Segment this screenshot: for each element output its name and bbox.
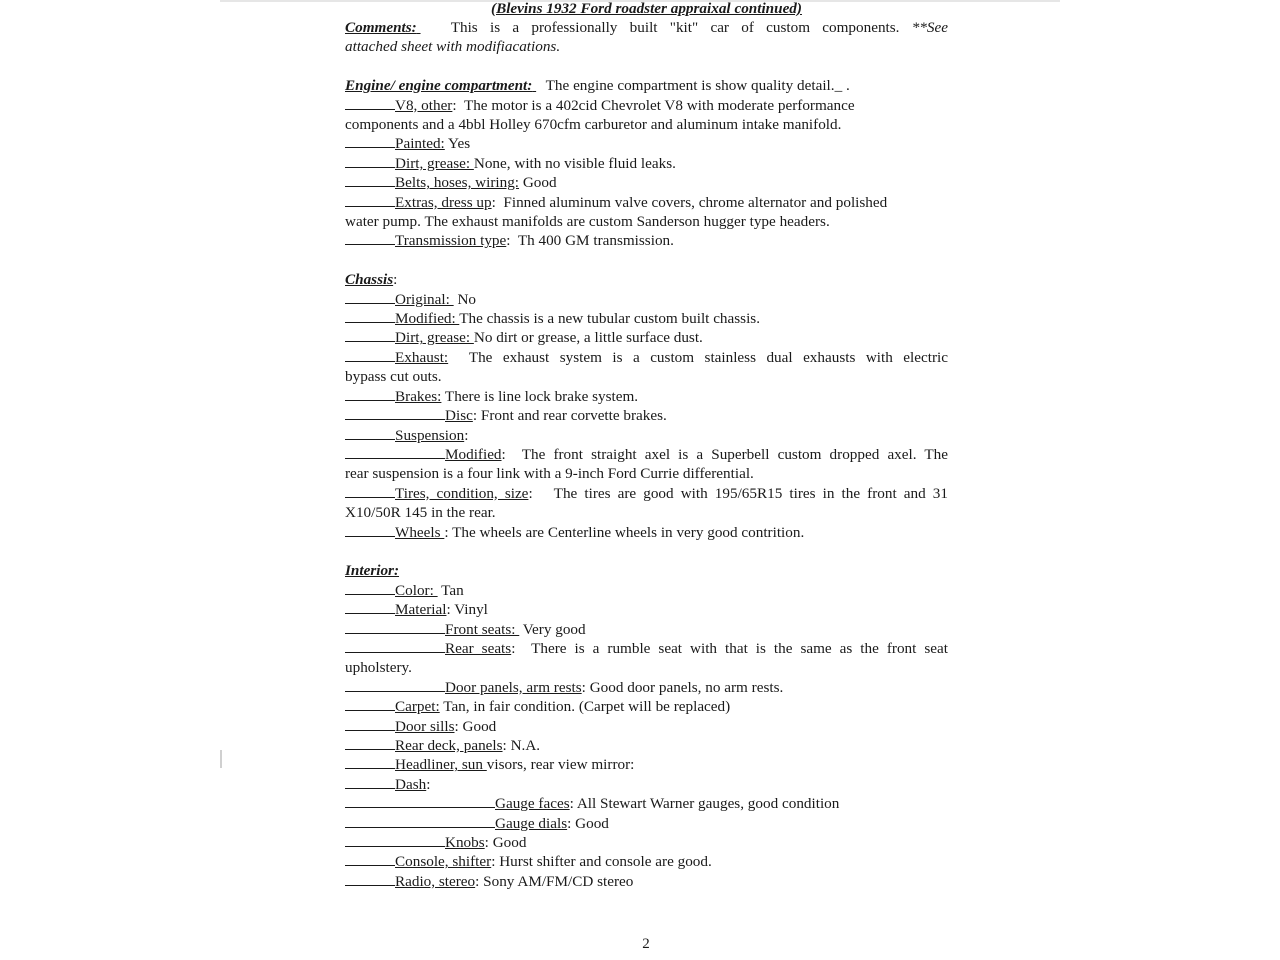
interior-item-door-sills: Door sills: Good [345,717,948,736]
chassis-item-label: Original: [395,290,454,308]
engine-heading: Engine/ engine compartment: [345,77,533,95]
chassis-item-text: The chassis is a new tubular custom built chassis. [459,310,761,328]
interior-item-dash: Dash: [345,775,948,794]
engine-item-belts [345,173,948,192]
interior-item-text: Hurst shifter and console are good. [495,853,712,871]
chassis-heading: Chassis [345,271,394,289]
interior-item-label: Console, shifter [395,853,492,871]
interior-item-label: Gauge dials [495,814,568,832]
comments-see-note: **See [911,19,948,36]
scan-margin-mark [220,750,222,768]
interior-item-gauge-dials: Gauge dials: Good [345,814,948,833]
chassis-heading-line: Chassis: [345,271,398,289]
chassis-item-label: Brakes: [395,387,442,405]
interior-item-label: Rear seats [445,639,512,657]
interior-item-console: Console, shifter: Hurst shifter and console are good. [345,852,948,871]
interior-item-gauge-faces: Gauge faces: All Stewart Warner gauges, good condition [345,794,948,813]
chassis-item-label: Wheels [395,523,445,541]
chassis-item-text: No dirt or grease, a little surface dust. [473,329,703,347]
interior-item-label: Material [395,601,447,619]
chassis-item-modified-susp: Modified: The front straight axel is a Superbell custom dropped axel. The [345,445,948,464]
chassis-item-exhaust [345,348,948,367]
engine-item-transmission: Transmission type: Th 400 GM transmission. [345,231,948,250]
interior-item-text: Sony AM/FM/CD stereo [479,872,634,890]
chassis-item-wheels: Wheels : The wheels are Centerline wheels in very good contrition. [345,523,948,542]
comments-heading: Comments: [345,19,417,36]
engine-item-label: Extras, dress up [395,193,492,211]
chassis-item-label: Exhaust: [395,348,449,366]
page-title: (Blevins 1932 Ford roadster appraixal continued) [491,0,802,17]
interior-item-text: Good [488,834,527,852]
chassis-item-label: Suspension [395,426,465,444]
interior-item-label: Knobs [445,834,485,852]
chassis-item-disc: Disc: Front and rear corvette brakes. [345,406,948,425]
chassis-item-label: Tires, condition, size [395,484,529,502]
chassis-item-text: The tires are good with 195/65R15 tires in the front and 31 [553,484,948,502]
interior-item-text: Tan [437,581,464,599]
interior-item-label: Gauge faces [495,795,570,813]
interior-item-color [345,581,948,600]
interior-item-radio: Radio, stereo: Sony AM/FM/CD stereo [345,872,948,891]
engine-item-label: Painted: [395,135,445,153]
chassis-item-modified-cont: rear suspension is a four link with a 9-inch Ford Currie differential. [345,465,754,483]
page-number: 2 [642,936,650,952]
interior-item-material: Material: Vinyl [345,600,948,619]
comments-see-note-cont: attached sheet with modifiacations. [345,38,561,56]
chassis-item-tires-cont: X10/50R 145 in the rear. [345,504,496,522]
chassis-item-dirt [345,328,948,347]
interior-item-rear-deck: Rear deck, panels: N.A. [345,736,948,755]
interior-item-label: Dash [395,775,427,793]
chassis-item-text: No [453,290,476,308]
interior-item-label: Radio, stereo [395,872,476,890]
chassis-item-modified [345,309,948,328]
engine-item-v8-cont: components and a 4bbl Holley 670cfm carburetor and aluminum intake manifold. [345,116,842,134]
engine-item-text: Yes [444,135,471,153]
engine-item-text: Good [519,174,557,192]
engine-item-extras-cont: water pump. The exhaust manifolds are custom Sanderson hugger type headers. [345,213,830,231]
chassis-item-label: Dirt, grease: [395,329,474,347]
comments-text: This is a professionally built "kit" car of custom components. [450,19,900,36]
interior-item-headliner [345,755,948,774]
interior-item-text: Tan, in fair condition. (Carpet will be replaced) [439,698,731,716]
engine-item-dirt [345,154,948,173]
interior-item-rear-seats: Rear seats: There is a rumble seat with that is the same as the front seat [345,639,948,658]
chassis-item-text: Front and rear corvette brakes. [477,407,667,425]
engine-intro: The engine compartment is show quality detail._ . [545,77,850,95]
interior-item-knobs: Knobs: Good [345,833,948,852]
engine-item-text: Th 400 GM transmission. [517,232,674,250]
interior-item-text: N.A. [506,736,541,754]
engine-item-extras: Extras, dress up: Finned aluminum valve covers, chrome alternator and polished [345,193,948,212]
interior-heading-line [345,561,948,580]
interior-item-rear-seats-cont: upholstery. [345,659,412,677]
engine-item-painted [345,134,948,153]
engine-item-label: Dirt, grease: [395,154,474,172]
interior-item-label: Door sills [395,717,455,735]
engine-item-label: Transmission type [395,232,507,250]
interior-item-front-seats [345,620,948,639]
chassis-item-text: There is line lock brake system. [441,387,639,405]
interior-item-text: Good door panels, no arm rests. [585,678,784,696]
chassis-item-tires: Tires, condition, size: The tires are good with 195/65R15 tires in the front and 31 [345,484,948,503]
chassis-item-label: Modified [445,445,502,463]
comments-line [345,18,948,37]
engine-heading-line [345,76,948,95]
interior-item-label: Door panels, arm rests [445,678,582,696]
chassis-item-exhaust-cont: bypass cut outs. [345,368,442,386]
interior-item-label: Headliner, sun [395,756,487,774]
chassis-item-text: The front straight axel is a Superbell custom dropped axel. The [521,445,948,463]
engine-heading-tail [532,76,538,95]
interior-item-text: All Stewart Warner gauges, good condition [573,795,840,813]
chassis-item-brakes [345,387,948,406]
chassis-item-original [345,290,948,309]
comments-blank [417,18,439,37]
chassis-item-label: Modified: [395,310,460,328]
interior-item-text: Very good [519,620,586,638]
interior-item-label: Carpet: [395,698,440,716]
engine-item-text: The motor is a 402cid Chevrolet V8 with moderate performance [463,96,855,114]
engine-item-text: None, with no visible fluid leaks. [473,154,676,172]
interior-item-text: Good [458,717,497,735]
engine-item-text: Finned aluminum valve covers, chrome alternator and polished [503,193,888,211]
chassis-item-text: The wheels are Centerline wheels in very good contrition. [448,523,805,541]
engine-item-v8: V8, other: The motor is a 402cid Chevrolet V8 with moderate performance [345,96,948,115]
interior-item-text: Vinyl [450,601,488,619]
interior-item-carpet [345,697,948,716]
interior-item-label: Rear deck, panels [395,736,503,754]
document-page [345,0,948,891]
engine-item-label: Belts, hoses, wiring: [395,174,520,192]
interior-item-text: There is a rumble seat with that is the same as the front seat [531,639,948,657]
interior-item-text: Good [571,814,609,832]
chassis-item-label: Disc [445,407,473,425]
interior-item-label: Front seats: [445,620,520,638]
engine-item-label: V8, other [395,96,453,114]
chassis-item-text: The exhaust system is a custom stainless dual exhausts with electric [468,348,948,366]
chassis-item-suspension: Suspension: [345,426,948,445]
interior-item-label: Color: [395,581,438,599]
interior-heading: Interior: [345,562,400,580]
interior-item-door-panels: Door panels, arm rests: Good door panels, no arm rests. [345,678,948,697]
interior-item-text: visors, rear view mirror: [486,756,635,774]
